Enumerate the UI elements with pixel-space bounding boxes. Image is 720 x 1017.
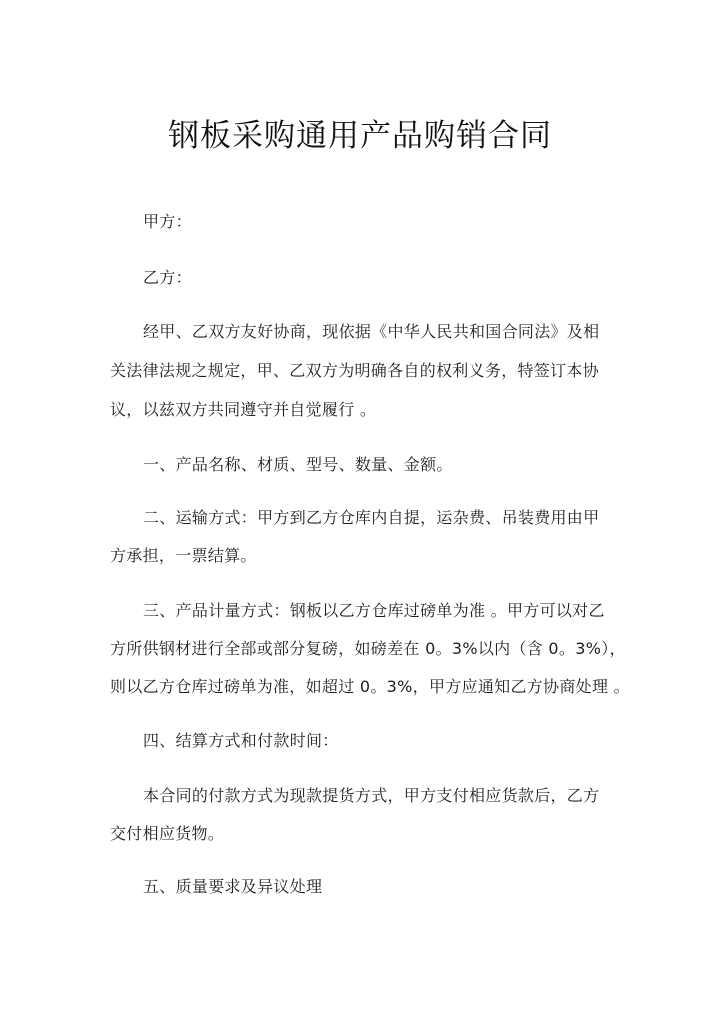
- section-4-body-line-1: 本合同的付款方式为现款提货方式，甲方支付相应货款后，乙方: [143, 786, 600, 805]
- preamble-line-1: 经甲、乙双方友好协商，现依据《中华人民共和国合同法》及相: [143, 322, 600, 341]
- section-4-body-line-2: 交付相应货物。: [110, 824, 225, 843]
- section-4-heading: 四、结算方式和付款时间：: [143, 731, 339, 750]
- party-a-label: 甲方：: [143, 212, 192, 231]
- preamble-line-3: 议，以兹双方共同遵守并自觉履行 。: [110, 400, 377, 419]
- section-3-line-2: 方所供钢材进行全部或部分复磅，如磅差在 0。3%以内（含 0。3%），: [110, 639, 626, 658]
- section-5-heading: 五、质量要求及异议处理: [143, 877, 323, 896]
- party-b-label: 乙方：: [143, 268, 192, 287]
- section-2-line-1: 二、运输方式：甲方到乙方仓库内自提，运杂费、吊装费用由甲: [143, 508, 600, 527]
- section-3-line-1: 三、产品计量方式：钢板以乙方仓库过磅单为准 。甲方可以对乙: [143, 601, 605, 620]
- preamble-line-2: 关法律法规之规定，甲、乙双方为明确各自的权利义务，特签订本协: [110, 361, 600, 380]
- section-1-heading: 一、产品名称、材质、型号、数量、金额。: [143, 455, 453, 474]
- section-2-line-2: 方承担，一票结算。: [110, 546, 257, 565]
- document-title: 钢板采购通用产品购销合同: [168, 118, 552, 154]
- section-3-line-3: 则以乙方仓库过磅单为准，如超过 0。3%，甲方应通知乙方协商处理 。: [110, 677, 630, 696]
